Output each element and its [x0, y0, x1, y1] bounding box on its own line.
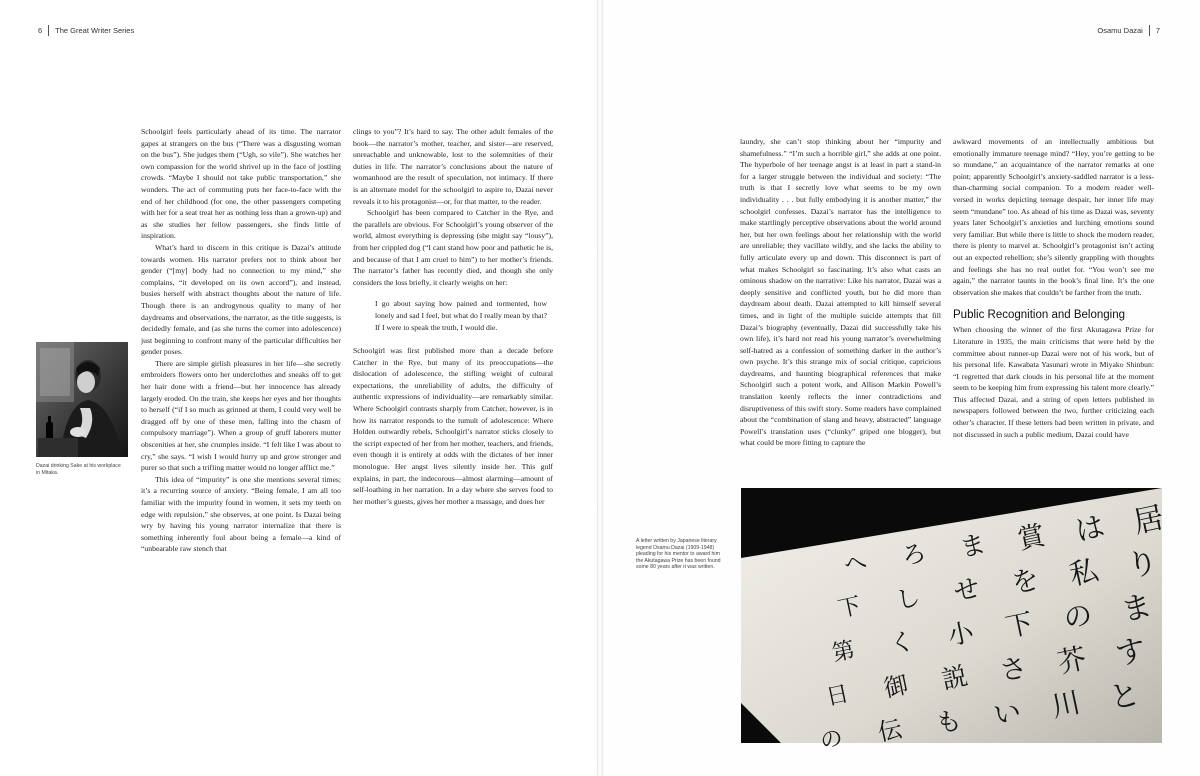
left-column-1	[141, 126, 341, 555]
calligraphy-glyph: ま	[957, 529, 989, 564]
paragraph: When choosing the winner of the first Akutagawa Prize for Literature in 1935, the main criticisms that were held by the committee about runner-up Dazai were not of his work, but of his personal life. Kawabata Yasunari wrote in Miyako Shinbun: “I regretted that dark clouds in his personal life at the moment seem to be keeping him from expressing his talent more clearly.” This affected Dazai, and a string of open letters published in newspapers followed between the two, further criticizing each other’s character. If these letters had been written in private, and not discussed in such a public medium, Dazai could have	[953, 325, 1154, 439]
handwritten-letter-photo	[741, 488, 1168, 755]
calligraphy-glyph: 私	[1066, 553, 1102, 592]
section-heading: Public Recognition and Belonging	[953, 309, 1125, 322]
calligraphy-glyph: へ	[841, 548, 870, 579]
calligraphy-glyph: ろ	[899, 538, 929, 571]
portrait-caption: Dazai drinking Sake at his workplace in Mitaka.	[36, 463, 121, 476]
page-number: 6	[38, 26, 43, 35]
calligraphy-glyph: 下	[1003, 607, 1036, 644]
paragraph: Schoolgirl feels particularly ahead of its time. The narrator gapes at strangers on the bus (“There was a disgusting woman on the bus”). She judges them (“Ugh, so vile”). She watches her own compassion for the world shrivel up in the face of jostling crowds. “Maybe I should not take public transportation,” she wonders. The act of commuting puts her face-to-face with the end of her childhood (for one, the other passengers competing with her for a seat treat her as nothing less than a grown-up) and as she studies her fellow passengers, she finds little of inspiration.	[141, 127, 341, 241]
calligraphy-glyph: く	[887, 626, 917, 659]
calligraphy-glyph: は	[1072, 509, 1108, 548]
page-number: 7	[1155, 26, 1160, 35]
calligraphy-glyph: す	[1112, 632, 1150, 673]
calligraphy-glyph: ま	[1118, 588, 1156, 629]
calligraphy-glyph: 伝	[875, 714, 905, 747]
header-divider	[1149, 25, 1150, 36]
paragraph: This idea of “impurity” is one she mentions several times; it’s a recurring source of anxiety. “Being female, I am all too familiar with the impurity found in women, it sets my teeth on edge with repulsion,” she observes, at one point. Is Dazai being wry by having his young narrator internalize that there is something inherently foul about being a female—a kind of “unbearable raw stench that	[141, 474, 341, 554]
calligraphy-glyph: り	[1124, 544, 1162, 585]
calligraphy-glyph: 日	[823, 680, 852, 711]
calligraphy-glyph: 御	[881, 670, 911, 703]
calligraphy-glyph: さ	[997, 651, 1030, 688]
calligraphy-glyph: い	[991, 695, 1024, 732]
calligraphy-glyph: 居	[1130, 500, 1168, 541]
paragraph: Schoolgirl was first published more than a decade before Catcher in the Rye, but many of its preoccupations—the dislocation of adolescence, the stifling weight of cultural expectations, the unreliability of adults, the difficulty of authentic expressions of individuality—are remarkably similar. Where Schoolgirl contrasts sharply from Catcher, however, is in how its narrator responds to the tumult of adolescence: Where Holden outwardly rebels, Schoolgirl’s narrator sticks closely to the script expected of her from her mother, teachers, and friends, even though it is entirely at odds with the dictates of her inner monologue. Her angst lives silently inside her. This gulf explains, in part, the indecorous—almost alarming—amount of self-loathing in her narration. In a day where she serves food to her mother’s guests, gives her mother a massage, and does her	[353, 346, 553, 506]
paragraph: Schoolgirl has been compared to Catcher in the Rye, and the parallels are obvious. For Schoolgirl’s young observer of the world, almost everything is depressing (she might say “lousy”), from her crippled dog (“I cant stand how poor and pathetic he is, and because of that I am cruel to him”) to her mother’s friends. The narrator’s father has recently died, and though she only considers the loss briefly, it clearly weighs on her:	[353, 208, 553, 287]
calligraphy-glyph: し	[893, 582, 923, 615]
paragraph: clings to you”? It’s hard to say. The other adult females of the book—the narrator’s mother, teacher, and sister—are reserved, unreachable and unknowable, lost to the solemnities of their duties in life. The narrator’s conclusions about the nature of womanhood are the result of speculation, not intimacy. If there is an alternate model for the schoolgirl to aspire to, Dazai never reveals it to his protagonist—or, for that matter, to the reader.	[353, 127, 553, 206]
left-column-2	[353, 126, 553, 507]
right-page-header	[1097, 25, 1160, 36]
right-page	[600, 0, 1200, 776]
letter-caption: A letter written by Japanese literary legend Osamu Dazai (1909-1948) pleading for his mentor to award him the Akutagawa Prize has been found some 80 years after it was written.	[636, 538, 721, 571]
left-page-header	[38, 25, 134, 36]
paragraph: awkward movements of an intellectually ambitious but emotionally immature teenage mind? “Hey, you’re getting to be so mundane,” an acquaintance of the narrator remarks at one point; apparently Schoolgirl’s anxiety-saddled narrator is a less-than-charming social companion. To a modern reader well-versed in works depicting teenage despair, her inner life may seem “mundane” too. As ahead of his time as Dazai was, seventy years later Schoolgirl’s anxieties and lurching emotions sound very familiar. But while there is little to shock the modern reader, there is plenty to marvel at. Schoolgirl’s protagonist isn’t acting out an expected rebellion; she’s silently grappling with thoughts and feelings she has no real outlet for. “You won’t see me again,” the narrator taunts in the book’s final line. It’s the one observation she makes that couldn’t be farther from the truth.	[953, 137, 1154, 297]
block-quote: I go about saying how pained and tormented, how lonely and sad I feel, but what do I really mean by that? If I were to speak the truth, I would die.	[375, 299, 547, 332]
calligraphy-glyph: せ	[951, 573, 983, 608]
calligraphy-glyph: を	[1009, 563, 1042, 600]
calligraphy-glyph: も	[933, 705, 965, 740]
calligraphy-glyph: 賞	[1015, 519, 1048, 556]
calligraphy-glyph: 説	[939, 661, 971, 696]
running-title: The Great Writer Series	[55, 26, 135, 35]
running-title: Osamu Dazai	[1097, 26, 1143, 35]
calligraphy-glyph: 第	[829, 636, 858, 667]
calligraphy-glyph: 川	[1048, 685, 1084, 724]
calligraphy-glyph: 芥	[1054, 641, 1090, 680]
calligraphy-glyph: と	[1106, 676, 1144, 717]
calligraphy-glyph: の	[1060, 597, 1096, 636]
dazai-portrait-photo	[36, 342, 128, 457]
right-column-2	[953, 136, 1154, 440]
calligraphy-glyph: 下	[835, 592, 864, 623]
calligraphy-glyph: 小	[945, 617, 977, 652]
paragraph: There are simple girlish pleasures in her life—she secretly embroiders flowers onto her underclothes and sneaks off to get her hair done with a friend—but her innocence has already largely eroded. On the train, she keeps her eyes and her thoughts to herself (“if I so much as grinned at them, I could very well be dragged off by one of these men, falling into the chasm of compulsory marriage”). When a group of gruff laborers mutter obscenities at her, she crumples inside. “I felt like I was about to cry,” she says. “I wish I would hurry up and grow stronger and purer so that such a trifling matter would no longer afflict me.”	[141, 358, 341, 473]
right-column-1	[740, 136, 941, 449]
calligraphy-glyph: の	[817, 724, 846, 755]
paragraph: laundry, she can’t stop thinking about her “impurity and shamefulness.” “I’m such a horrible girl,” she adds at one point. The hyperbole of her teenage angst is at least in part a stand-in for a larger struggle between the individual and society: “The truth is that I secretly love what seems to be my own individuality . . . but fully embodying it is another matter,” the schoolgirl confesses. Dazai’s narrator has the intelligence to make startlingly perceptive observations about the world around her, but her own feelings about her relationship with the world are unreliable; they vacillate wildly, and she lacks the ability to fully articulate every up and down. This disconnect is part of what makes Schoolgirl so fascinating. It’s also what casts an ominous shadow on the narrative: Like his narrator, Dazai was a deeply sensitive and conflicted youth, but he did more than daydream about death. Dazai attempted to kill himself several times, and in light of the multiple suicide attempts that fill Dazai’s biography (eventually, Dazai did successfully take his own life), it’s hard not read his young narrator’s overwhelming self-hatred as a confession of something darker in the author’s own psyche. It’s this strange mix of social critique, capricious daydreams, and haunting biographical references that make Schoolgirl such a potent work, and Allison Markin Powell’s translation keenly reflects the inner contradictions and disruptiveness of this swift story. Some readers have complained about the “combination of slang and heavy, abstracted” language Powell’s translation uses (“clunky” griped one blogger), but what could be more fitting to capture the	[740, 137, 941, 448]
header-divider	[48, 25, 49, 36]
paragraph: What’s hard to discern in this critique is Dazai’s attitude towards women. His narrator prefers not to think about her gender (“[my] body had no connection to my mind,” she complains, “it developed on its own accord”), and instead, busies herself with abstract thoughts about the nature of life. Though there is an androgynous quality to many of her daydreams and observations, the narrator, as the title suggests, is decidedly female, and (as she turns the corner into adolescence) just beginning to confront many of the particular difficulties her gender poses.	[141, 242, 341, 357]
